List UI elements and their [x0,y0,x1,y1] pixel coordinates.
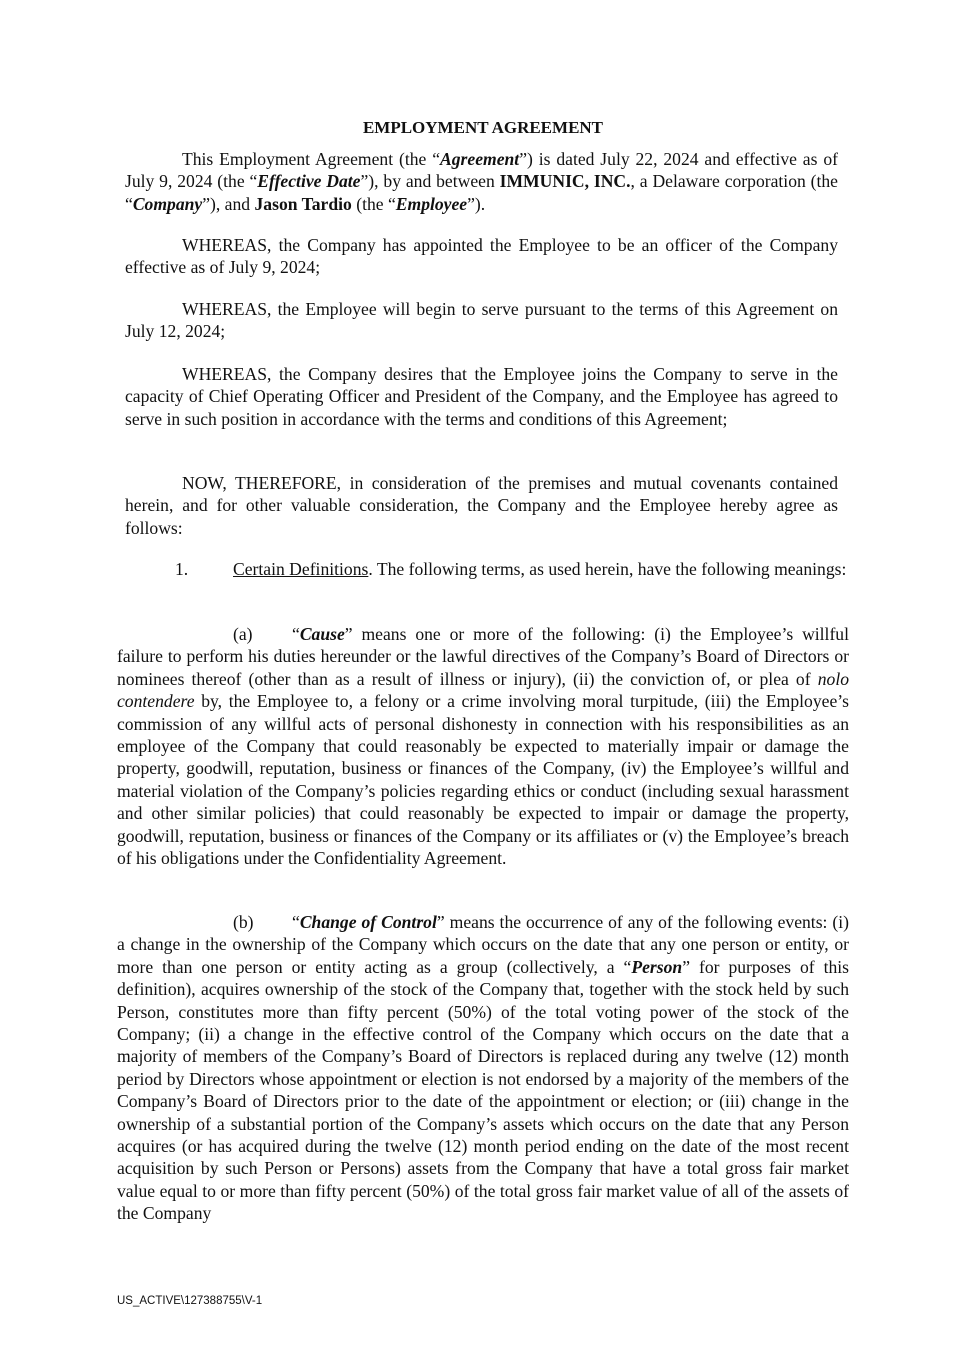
text-run: ” means the occurrence of any of the following events: (i) a change in the ownership of the Company which occurs on the date that any one person or entity, or more than one person or entity acting as a group (collectively, a “ [117,912,850,977]
text-run: WHEREAS, the Employee will begin to serve pursuant to the terms of this Agreement on July 12, 2024; [125,299,838,342]
whereas-paragraph-3 [125,363,838,430]
text-run: “ [292,912,300,932]
section-1-definitions [117,558,849,580]
now-therefore-paragraph [125,472,838,539]
text-run: “ [292,624,300,644]
text-run: ”). [467,193,486,214]
definition-cause [117,623,849,869]
defined-term: IMMUNIC, INC. [499,171,631,192]
definition-label: (b) [233,912,254,932]
text-run: . The following terms, as used herein, have the following meanings: [368,559,847,579]
text-run: ” means one or more of the following: (i) the Employee’s willful failure to perform his duties hereunder or the lawful directives of the Company’s Board of Directors or nominees thereof (other than as a result of illness or injury), (ii) the conviction of, or plea of [117,624,849,689]
text-run: ”) is dated July 22, 2024 and effective as of July 9, 2024 (the “ [125,149,838,192]
section-number: 1. [175,559,189,579]
document-footer-id: US_ACTIVE\127388755\V-1 [117,1295,263,1307]
text-run: nolo contendere [117,668,849,712]
defined-term: Employee [395,193,468,214]
defined-term: Agreement [440,149,520,169]
document-title: EMPLOYMENT AGREEMENT [362,118,604,137]
definition-label: (a) [233,624,253,644]
defined-term: Change of Control [299,912,437,932]
defined-term: Cause [299,624,345,644]
defined-term: Company [132,193,203,214]
defined-term: Jason Tardio [254,193,352,214]
text-run: WHEREAS, the Company has appointed the Employee to be an officer of the Company effective as of July 9, 2024; [125,235,838,278]
text-run: ”), and [202,193,255,214]
text-run: by, the Employee to, a felony or a crime involving moral turpitude, (iii) the Employee’s commission of any willful acts of personal dishonesty in connection with his responsibilities as an employee of the Company that could reasonably be expected to materially impair or damage the property, goodwill, reputation, business or finances of the Company, (iv) the Employee’s willful and material violation of the Company’s policies regarding ethics or conduct (including sexual harassment and other similar policies) that could reasonably be expected to impair or damage the property, goodwill, reputation, business or finances of the Company or its affiliates or (v) the Employee’s breach of his obligations under the Confidentiality Agreement. [117,691,849,869]
defined-term: Effective Date [257,171,361,192]
whereas-paragraph-1 [125,234,838,279]
text-run: , a Delaware corporation (the “ [125,171,838,214]
text-run: ” for purposes of this definition), acquires ownership of the stock of the Company that, together with the stock held by such Person, constitutes more than fifty percent (50%) of the total voting power of the stock of the Company; (ii) a change in the effective control of the Company which occurs on the date that a majority of members of the Company’s Board of Directors is replaced during any twelve (12) month period by Directors whose appointment or election is not endorsed by a majority of the members of the Company’s Board of Directors prior to the date of the appointment or election; or (iii) change in the ownership of a substantial portion of the Company’s assets which occurs on the date that any Person acquires (or has acquired during the twelve (12) month period ending on the date of the most recent acquisition by such Person or Persons) assets from the Company that have a total gross fair market value equal to or more than fifty percent (50%) of the total gross fair market value of all of the assets of the Company [117,956,849,1224]
text-run: ”), by and between [360,171,500,192]
text-run: This Employment Agreement (the “ [182,149,441,169]
preamble-paragraph [125,148,838,215]
defined-term: Person [631,956,683,977]
whereas-paragraph-2 [125,298,838,343]
text-run: (the “ [351,193,396,214]
text-run: WHEREAS, the Company desires that the Employee joins the Company to serve in the capacity of Chief Operating Officer and President of the Company, and the Employee has agreed to serve in such position in accordance with the terms and conditions of this Agreement; [125,364,838,429]
text-run: NOW, THEREFORE, in consideration of the premises and mutual covenants contained herein, and for other valuable consideration, the Company and the Employee hereby agree as follows: [125,473,838,538]
section-heading: Certain Definitions [233,559,369,579]
definition-change-of-control [117,911,849,1225]
